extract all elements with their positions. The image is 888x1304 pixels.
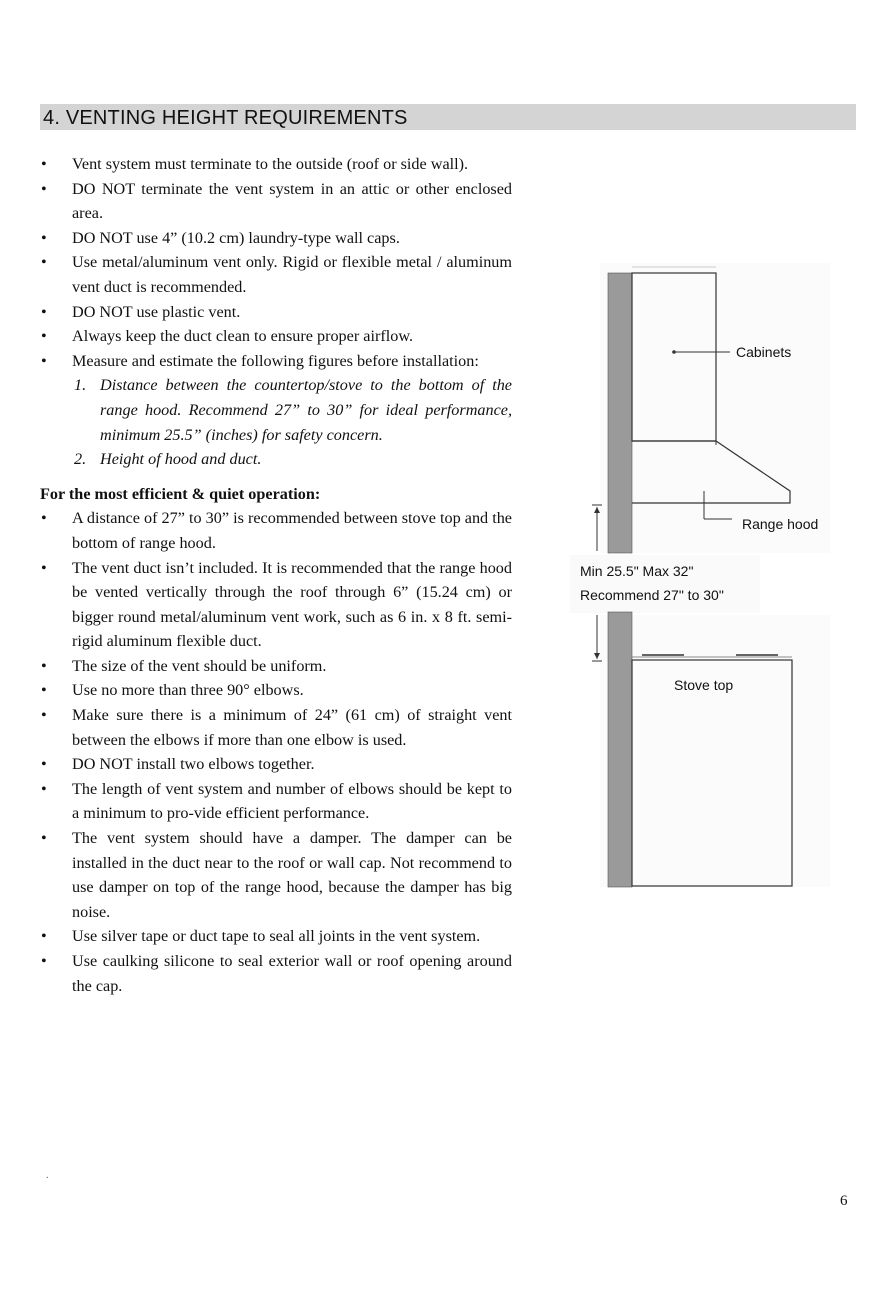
bullet-item: • DO NOT install two elbows together.	[40, 752, 512, 777]
stove-top-label: Stove top	[674, 677, 734, 693]
bullet-item: • The size of the vent should be uniform.	[40, 654, 512, 679]
wall-lower	[608, 612, 632, 887]
dim-arrow-down	[594, 653, 600, 659]
range-hood-label: Range hood	[742, 516, 819, 532]
bullet-item: • DO NOT use plastic vent.	[40, 300, 512, 325]
upper-panel-bg	[600, 263, 830, 553]
efficiency-heading: For the most efficient & quiet operation:	[40, 484, 321, 503]
intro-bullet-list	[40, 152, 512, 373]
bullet-item: • The length of vent system and number of elbows should be kept to a minimum to pro-vide efficient performance.	[40, 777, 512, 826]
measurement-text: Height of hood and duct.	[100, 450, 262, 469]
bullet-item: • Always keep the duct clean to ensure proper airflow.	[40, 324, 512, 349]
page-number: 6	[840, 1193, 848, 1209]
measurement-text: Distance between the countertop/stove to the bottom of the range hood. Recommend 27” to 30” for ideal performance, minimum 25.5” (inches) for safety concern.	[100, 376, 512, 444]
measurement-number: 2.	[74, 450, 87, 469]
section-title: 4. VENTING HEIGHT REQUIREMENTS	[40, 104, 856, 130]
min-max-label: Min 25.5" Max 32"	[580, 563, 694, 579]
bullet-item: • The vent duct isn’t included. It is recommended that the range hood be vented vertically through the roof through 6” (15.24 cm) or bigger round metal/aluminum vent work, such as 6 in. x 8 ft. semi-rigid aluminum flexible duct.	[40, 556, 512, 654]
efficiency-bullet-list	[40, 506, 512, 998]
measurement-item	[40, 373, 512, 447]
bullet-item: • Use silver tape or duct tape to seal all joints in the vent system.	[40, 924, 512, 949]
installation-diagram	[570, 255, 840, 895]
instructions-column	[40, 152, 512, 998]
bullet-item: • Measure and estimate the following figures before installation:	[40, 349, 512, 374]
bullet-item: • Use caulking silicone to seal exterior wall or roof opening around the cap.	[40, 949, 512, 998]
dim-arrow-up	[594, 507, 600, 513]
bullet-item: • Make sure there is a minimum of 24” (61 cm) of straight vent between the elbows if more than one elbow is used.	[40, 703, 512, 752]
footer-mark: .	[46, 1170, 49, 1181]
bullet-item: • Use no more than three 90° elbows.	[40, 678, 512, 703]
measurement-list	[40, 373, 512, 471]
measurement-number: 1.	[74, 376, 87, 395]
bullet-item: • DO NOT use 4” (10.2 cm) laundry-type wall caps.	[40, 226, 512, 251]
bullet-item: • A distance of 27” to 30” is recommended between stove top and the bottom of range hood.	[40, 506, 512, 555]
measurement-item	[40, 447, 512, 472]
recommend-label: Recommend 27" to 30"	[580, 587, 724, 603]
bullet-item: • The vent system should have a damper. The damper can be installed in the duct near to the roof or wall cap. Not recommend to use damper on top of the range hood, because the damper has big noise.	[40, 826, 512, 924]
bullet-item: • Vent system must terminate to the outside (roof or side wall).	[40, 152, 512, 177]
bullet-item: • Use metal/aluminum vent only. Rigid or flexible metal / aluminum vent duct is recommended.	[40, 250, 512, 299]
cabinets-label: Cabinets	[736, 344, 792, 360]
lower-panel-bg	[600, 615, 830, 887]
wall-upper	[608, 273, 632, 553]
bullet-item: • DO NOT terminate the vent system in an attic or other enclosed area.	[40, 177, 512, 226]
